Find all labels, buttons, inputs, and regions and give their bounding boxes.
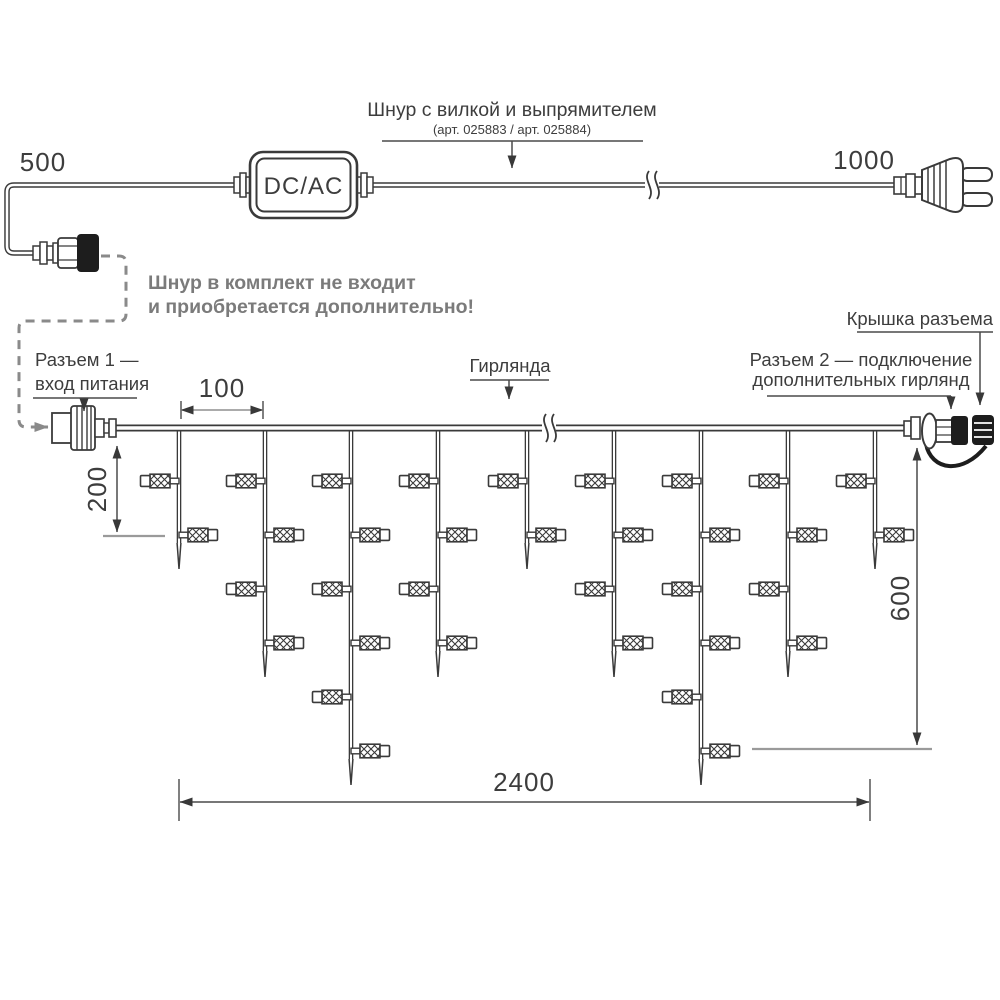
led-bulb [438, 636, 477, 650]
led-bulb [750, 474, 789, 488]
garland-drop [663, 427, 740, 785]
led-bulb [227, 474, 266, 488]
dim-500-label: 500 [19, 147, 67, 177]
led-bulb [489, 474, 528, 488]
garland-drop [400, 427, 477, 677]
led-bulb [313, 690, 352, 704]
led-bulb [788, 528, 827, 542]
led-bulb [351, 744, 390, 758]
cord-end-connector [33, 234, 99, 272]
garland-drop [750, 427, 827, 677]
led-bulb [265, 636, 304, 650]
drop-tip [349, 759, 353, 785]
dim-1000-label: 1000 [833, 145, 895, 175]
garland-drop [227, 427, 304, 677]
dimension-100 [181, 373, 263, 419]
led-bulb [663, 474, 702, 488]
led-bulb [663, 690, 702, 704]
connector1-label-line1: Разъем 1 — [35, 349, 139, 370]
dim-600-label: 600 [885, 574, 915, 622]
cap-label: Крышка разъема [846, 308, 993, 329]
led-bulb [701, 528, 740, 542]
garland-drop [313, 427, 390, 785]
dashed-leader [19, 256, 126, 427]
drop-tip [873, 543, 877, 569]
garland-label: Гирлянда [469, 355, 551, 376]
garland-drop [141, 427, 218, 569]
led-bulb [614, 636, 653, 650]
led-bulb [701, 744, 740, 758]
led-bulb [400, 582, 439, 596]
plug-prong [961, 193, 992, 206]
dc-ac-label: DC/AC [263, 173, 344, 200]
cap-strap [926, 444, 986, 466]
power-plug [894, 158, 992, 212]
connector1 [52, 406, 116, 450]
led-bulb [265, 528, 304, 542]
led-bulb [663, 582, 702, 596]
plug-prong [961, 168, 992, 181]
drop-tip [612, 651, 616, 677]
dimension-2400 [179, 767, 870, 821]
led-bulb [875, 528, 914, 542]
led-bulb [227, 582, 266, 596]
drop-tip [525, 543, 529, 569]
garland-drop [489, 427, 566, 569]
led-bulb [400, 474, 439, 488]
drop-tip [263, 651, 267, 677]
drop-tip [699, 759, 703, 785]
cord-connector-black-end [77, 234, 99, 272]
led-bulb [614, 528, 653, 542]
led-bulb [179, 528, 218, 542]
cord-article-label: (арт. 025883 / арт. 025884) [432, 122, 592, 137]
cord-title-label: Шнур с вилкой и выпрямителем [367, 99, 657, 121]
connector2-label-line1: Разъем 2 — подключение [749, 349, 973, 370]
dimension-200 [82, 446, 117, 532]
connector1-label-line2: вход питания [35, 373, 150, 394]
led-bulb [750, 582, 789, 596]
led-bulb [351, 528, 390, 542]
drop-tip [436, 651, 440, 677]
led-bulb [438, 528, 477, 542]
connector2-plug [951, 416, 968, 445]
led-bulb [576, 582, 615, 596]
led-bulb [837, 474, 876, 488]
led-bulb [527, 528, 566, 542]
note-line2: и приобретается дополнительно! [148, 296, 475, 318]
drop-tip [786, 651, 790, 677]
dimension-600 [885, 448, 917, 745]
led-bulb [788, 636, 827, 650]
led-bulb [141, 474, 180, 488]
note-line1: Шнур в комплект не входит [148, 272, 416, 294]
drop-tip [177, 543, 181, 569]
annotations [20, 99, 994, 411]
led-bulb [576, 474, 615, 488]
garland-drop [576, 427, 653, 677]
dc-ac-converter [234, 152, 373, 218]
garland-drop [837, 427, 914, 569]
connector2-label-line2: дополнительных гирлянд [752, 369, 970, 390]
led-bulb [313, 582, 352, 596]
garland-drops-layer [141, 427, 914, 785]
led-bulb [701, 636, 740, 650]
dim-2400-label: 2400 [493, 767, 555, 797]
dim-100-label: 100 [198, 373, 246, 403]
led-bulb [313, 474, 352, 488]
dim-200-label: 200 [82, 465, 112, 513]
led-bulb [351, 636, 390, 650]
connector2-shaft [936, 420, 952, 442]
